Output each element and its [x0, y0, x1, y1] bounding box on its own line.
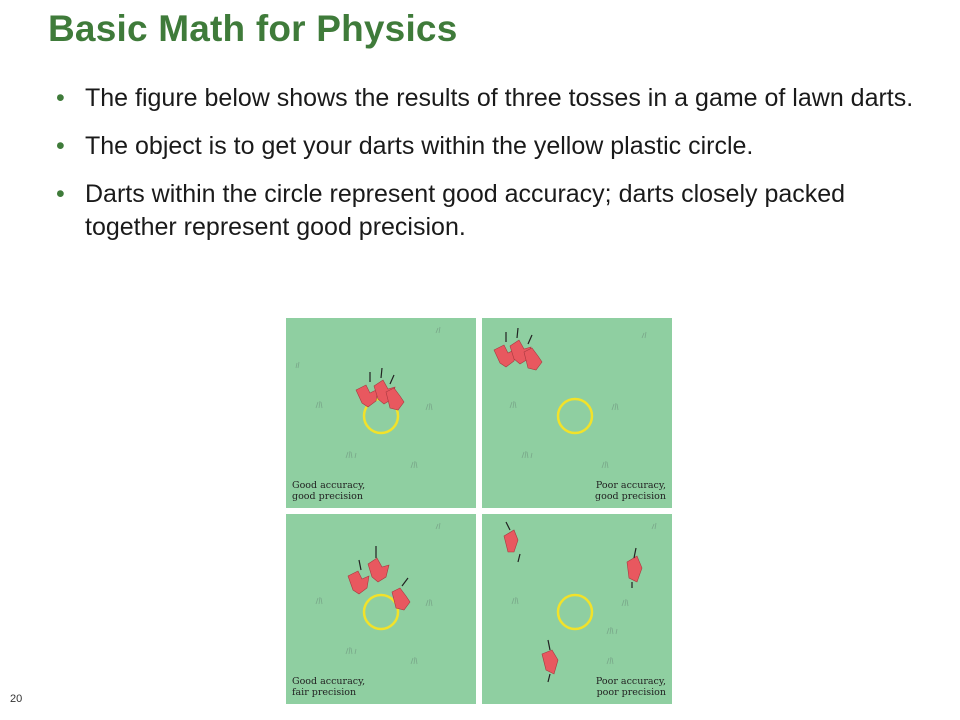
panel-caption	[596, 676, 666, 698]
caption-line: Good accuracy,	[292, 676, 366, 687]
dart-scatter-icon	[504, 522, 642, 682]
target-ring-icon	[558, 595, 592, 629]
dart-group-icon	[348, 546, 410, 610]
page-number: 20	[10, 693, 23, 705]
panel-caption	[292, 676, 365, 698]
grass-tufts-icon	[512, 523, 656, 664]
bullet-text: The figure below shows the results of three tosses in a game of lawn darts.	[85, 84, 914, 112]
caption-line: Poor accuracy,	[595, 676, 666, 687]
bullet-list	[56, 82, 936, 259]
caption-line: Good accuracy,	[292, 480, 366, 491]
caption-line: poor precision	[596, 687, 666, 698]
panel-poor-accuracy-good-precision	[482, 318, 672, 508]
caption-line: good precision	[292, 491, 363, 502]
dart-cluster-icon	[356, 368, 404, 410]
panel-caption	[595, 480, 666, 502]
caption-line: fair precision	[292, 687, 357, 698]
caption-line: good precision	[595, 491, 666, 502]
bullet-dot-icon: •	[56, 84, 65, 112]
bullet-text: The object is to get your darts within the yellow plastic circle.	[85, 132, 754, 160]
bullet-dot-icon: •	[56, 180, 65, 208]
bullet-dot-icon: •	[56, 132, 65, 160]
bullet-item	[56, 130, 936, 163]
dart-cluster-icon	[494, 328, 542, 370]
panel-good-accuracy-good-precision	[286, 318, 476, 508]
grass-tufts-icon	[316, 523, 440, 664]
lawn-darts-figure	[286, 318, 676, 706]
target-ring-icon	[558, 399, 592, 433]
panel-poor-accuracy-poor-precision	[482, 514, 672, 704]
panel-caption	[292, 480, 365, 502]
target-ring-icon	[364, 595, 398, 629]
panel-good-accuracy-fair-precision	[286, 514, 476, 704]
bullet-item	[56, 178, 936, 244]
caption-line: Poor accuracy,	[595, 480, 666, 491]
slide-title: Basic Math for Physics	[48, 8, 458, 49]
bullet-item	[56, 82, 936, 115]
bullet-text: Darts within the circle represent good accuracy; darts closely packed together represent good precision.	[85, 180, 846, 241]
